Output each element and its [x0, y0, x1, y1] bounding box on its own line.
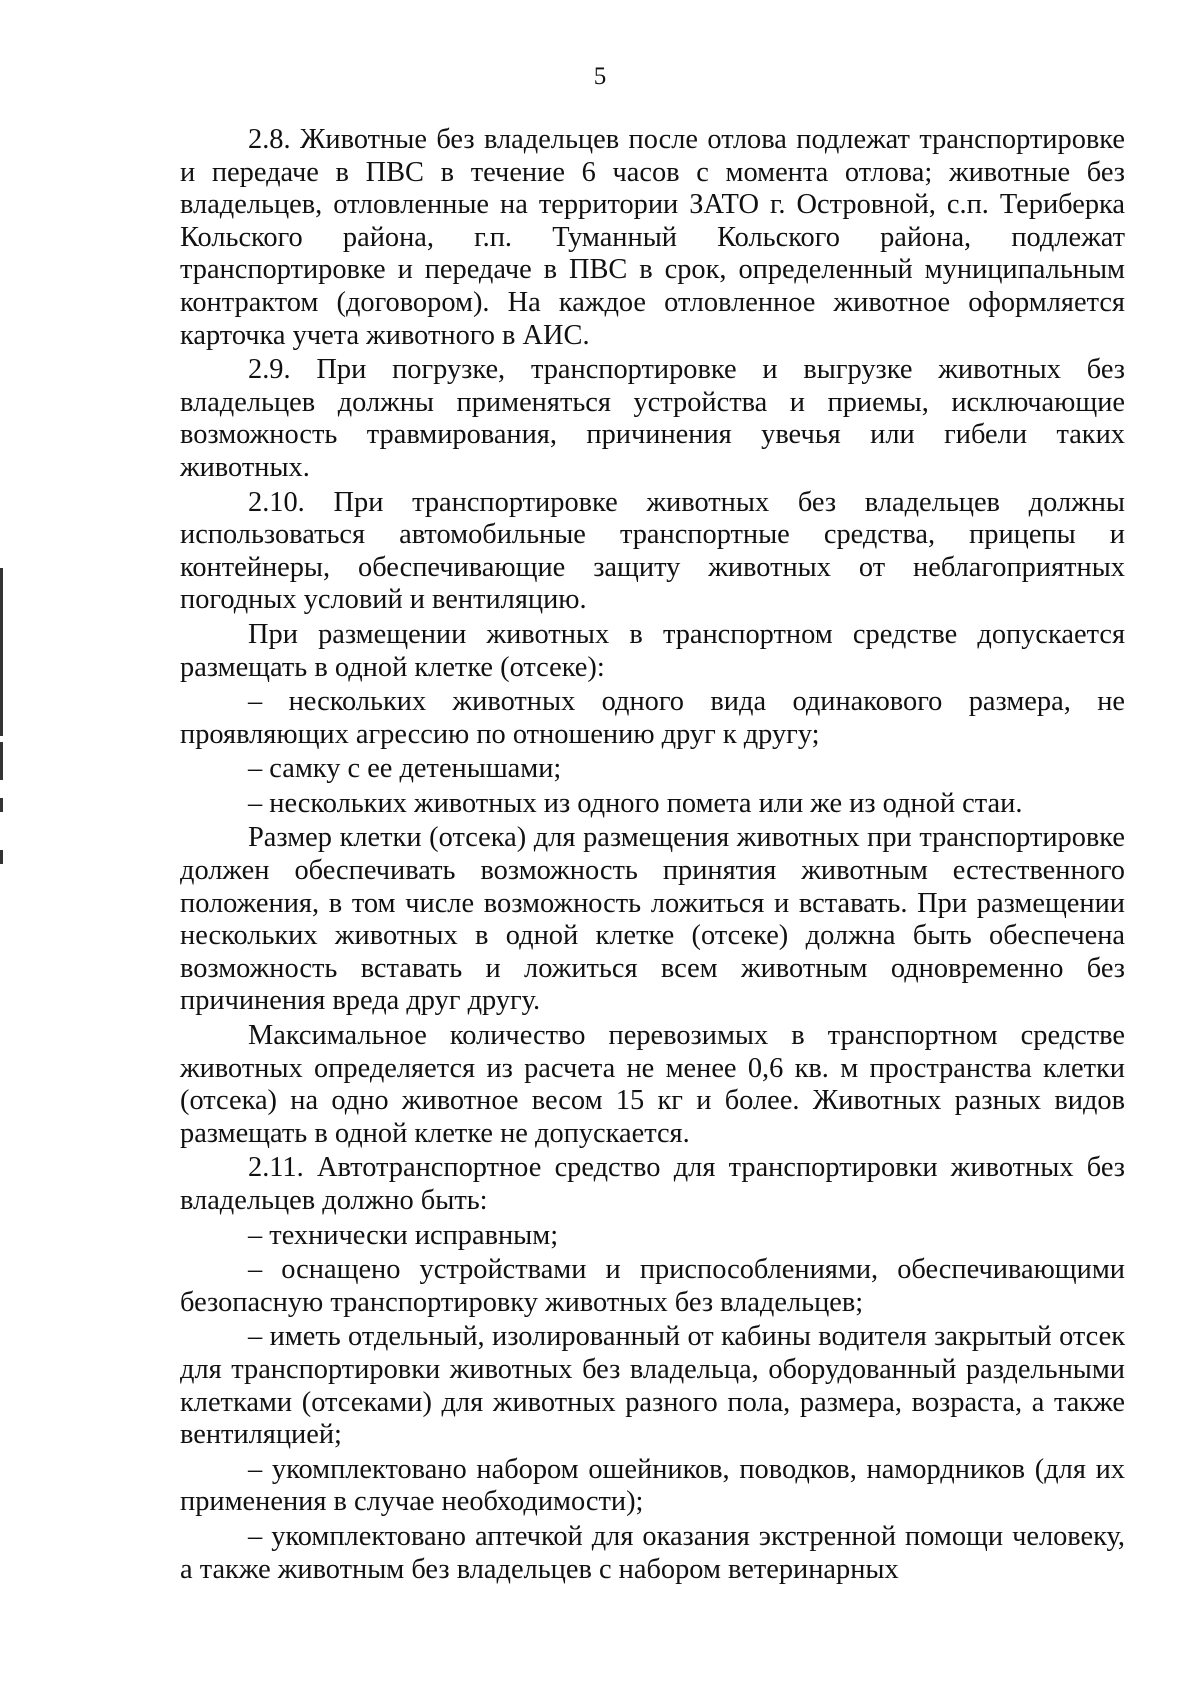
scan-edge-mark — [0, 798, 3, 812]
list-item: – укомплектовано набором ошейников, поводков, намордников (для их применения в случае необходимости); — [180, 1453, 1125, 1518]
paragraph-cage-size: Размер клетки (отсека) для размещения животных при транспортировке должен обеспечивать возможность принятия животным естественного положения, в том числе возможность ложиться и вставать. При размещении нескольких животных в одной клетке (отсеке) должна быть обеспечена возможность вставать и ложиться всем животным одновременно без причинения вреда друг другу. — [180, 822, 1125, 1017]
paragraph-2-10: 2.10. При транспортировке животных без владельцев должны использоваться автомобильные транспортные средства, прицепы и контейнеры, обеспечивающие защиту животных от неблагоприятных погодных условий и вентиляцию. — [180, 486, 1125, 616]
list-item: – оснащено устройствами и приспособлениями, обеспечивающими безопасную транспортировку животных без владельцев; — [180, 1254, 1125, 1318]
page-number: 5 — [593, 63, 607, 90]
paragraph-placement: При размещении животных в транспортном средстве допускается размещать в одной клетке (отсеке): — [180, 618, 1125, 683]
scan-edge-mark — [0, 850, 3, 864]
paragraph-2-9: 2.9. При погрузке, транспортировке и выгрузке животных без владельцев должны применяться устройства и приемы, исключающие возможность травмирования, причинения увечья или гибели таких животных. — [180, 354, 1125, 483]
document-body — [180, 124, 1125, 1586]
list-item: – технически исправным; — [248, 1219, 559, 1251]
paragraph-2-11: 2.11. Автотранспортное средство для транспортировки животных без владельцев должно быть: — [180, 1152, 1125, 1216]
list-item: – иметь отдельный, изолированный от кабины водителя закрытый отсек для транспортировки животных без владельца, оборудованный раздельными клетками (отсеками) для животных разного пола, размера, возраста, а также вентиляцией; — [180, 1321, 1125, 1451]
list-item: – нескольких животных из одного помета или же из одной стаи. — [248, 787, 1023, 819]
scan-edge-mark — [0, 742, 3, 780]
list-item: – укомплектовано аптечкой для оказания экстренной помощи человеку, а также животным без владельцев с набором ветеринарных — [180, 1520, 1125, 1585]
list-item: – нескольких животных одного вида одинакового размера, не проявляющих агрессию по отношению друг к другу; — [180, 686, 1125, 750]
list-item: – самку с ее детенышами; — [248, 753, 562, 785]
scan-edge-mark — [0, 568, 3, 736]
paragraph-max-quantity: Максимальное количество перевозимых в транспортном средстве животных определяется из расчета не менее 0,6 кв. м пространства клетки (отсека) на одно животное весом 15 кг и более. Животных разных видов размещать в одной клетке не допускается. — [180, 1020, 1125, 1149]
paragraph-2-8: 2.8. Животные без владельцев после отлова подлежат транспортировке и передаче в ПВС в течение 6 часов с момента отлова; животные без владельцев, отловленные на территории ЗАТО г. Островной, с.п. Териберка Кольского района, г.п. Туманный Кольского района, подлежат транспортировке и передаче в ПВС в срок, определенный муниципальным контрактом (договором). На каждое отловленное животное оформляется карточка учета животного в АИС. — [180, 124, 1125, 351]
